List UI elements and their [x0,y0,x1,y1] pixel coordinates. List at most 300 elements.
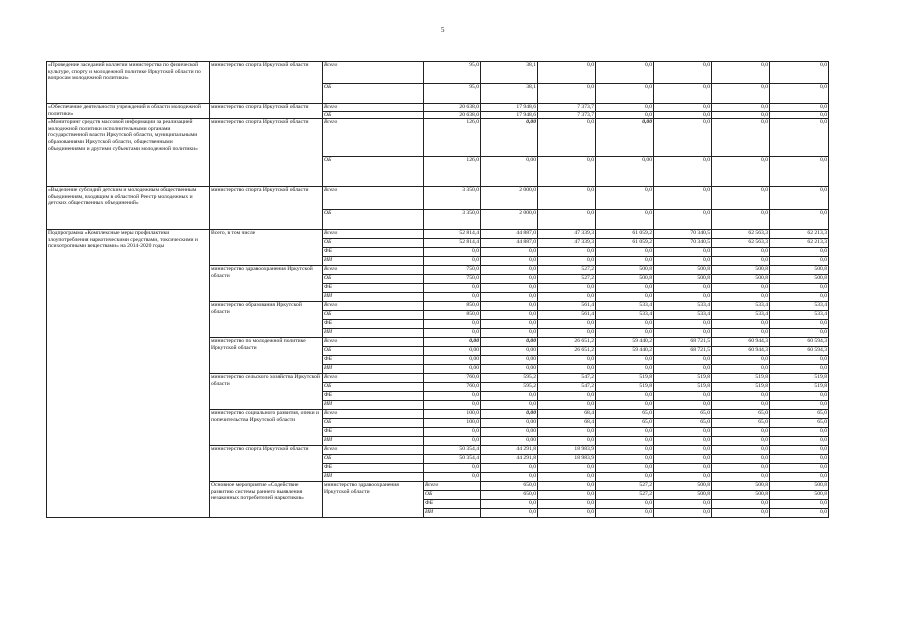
funding-source: ФБ [323,392,424,401]
year-value: 38,1 [481,84,538,104]
year-value: 0,0 [481,302,538,311]
year-value: 0,0 [770,464,829,473]
year-value: 500,8 [770,266,829,275]
year-value: 0,0 [481,500,538,509]
year-value: 0,0 [654,455,712,464]
year-value: 519,8 [712,383,770,392]
year-value: 0,0 [538,284,596,293]
funding-source: Всего [323,104,424,112]
year-value: 0,0 [654,62,712,84]
year-value: 0,00 [481,119,538,157]
table-row [47,104,829,112]
year-value: 0,0 [712,437,770,446]
year-value: 0,0 [712,356,770,365]
funding-source: ОБ [323,455,424,464]
year-value: 0,0 [712,119,770,157]
year-value: 527,2 [596,482,654,491]
year-value: 0,0 [424,284,481,293]
year-value: 0,0 [654,365,712,374]
funding-source: ИИ [323,473,424,482]
year-value: 595,2 [481,374,538,383]
table-body [47,62,829,518]
table-row [47,119,829,157]
year-value: 519,8 [712,374,770,383]
year-value: 547,2 [538,374,596,383]
page-number: 5 [441,26,445,34]
year-value: 0,0 [712,84,770,104]
executor-name: министерство спорта Иркутской области [210,187,323,230]
year-value: 65,0 [712,410,770,419]
year-value: 0,00 [481,157,538,187]
year-value: 60 594,3 [770,347,829,356]
year-value: 0,0 [538,356,596,365]
year-value: 0,0 [481,284,538,293]
year-value: 0,0 [712,446,770,455]
year-value: 0,0 [424,428,481,437]
year-value: 0,0 [596,464,654,473]
year-value: 527,2 [538,266,596,275]
year-value: 0,0 [481,392,538,401]
year-value: 0,0 [538,491,596,500]
funding-source: ИИ [323,293,424,302]
year-value: 0,0 [712,257,770,266]
year-value: 561,4 [538,302,596,311]
year-value: 0,0 [538,437,596,446]
year-value: 0,0 [596,210,654,230]
year-value: 0,0 [538,62,596,84]
funding-source: Всего [323,230,424,239]
year-value: 0,0 [654,111,712,119]
year-value: 47 339,3 [538,239,596,248]
year-value: 68,4 [538,419,596,428]
year-value: 0,0 [770,84,829,104]
funding-source: ИИ [323,437,424,446]
funding-source: ОБ [323,383,424,392]
funding-source: Всего [323,119,424,157]
year-value: 0,00 [596,119,654,157]
year-value: 0,0 [712,62,770,84]
year-value: 760,0 [424,383,481,392]
year-value: 0,0 [712,365,770,374]
year-value: 0,0 [596,284,654,293]
year-value: 595,2 [481,383,538,392]
year-value: 0,0 [770,356,829,365]
funding-source: ИИ [323,329,424,338]
year-value: 0,0 [481,509,538,518]
year-value: 0,0 [712,455,770,464]
year-value: 100,0 [424,419,481,428]
year-value: 0,0 [770,392,829,401]
year-value: 0,0 [654,157,712,187]
year-value: 533,4 [712,311,770,320]
year-value: 126,0 [424,119,481,157]
year-value: 0,0 [654,187,712,210]
year-value: 0,0 [654,428,712,437]
measure-name: Подпрограмма «Комплексные меры профилактики злоупотребления наркотическими средствами, токсическими и психотропными веществами» на 2014-2020 годы [47,230,210,518]
year-value: 0,0 [654,446,712,455]
year-value: 0,0 [596,111,654,119]
executor-name: министерство здравоохранения Иркутской области [323,482,424,518]
year-value: 0,0 [654,500,712,509]
year-value: 500,8 [770,482,829,491]
year-value: 0,0 [481,248,538,257]
year-value: 0,00 [481,365,538,374]
year-value: 500,8 [770,491,829,500]
year-value: 7 373,7 [538,111,596,119]
year-value: 61 059,2 [596,239,654,248]
year-value: 0,0 [596,248,654,257]
year-value: 0,0 [481,275,538,284]
year-value: 750,0 [424,275,481,284]
year-value: 0,0 [712,509,770,518]
executor-name: министерство спорта Иркутской области [210,119,323,187]
year-value: 533,4 [770,311,829,320]
year-value: 62 563,3 [712,239,770,248]
year-value: 0,0 [538,428,596,437]
table-row [47,62,829,84]
year-value: 65,0 [712,419,770,428]
year-value: 26 651,2 [538,338,596,347]
year-value: 0,0 [424,437,481,446]
year-value: 0,0 [481,473,538,482]
year-value: 0,0 [481,320,538,329]
year-value: 0,0 [770,365,829,374]
year-value: 50 354,4 [424,455,481,464]
year-value: 65,0 [654,410,712,419]
year-value: 0,0 [481,311,538,320]
year-value: 20 638,0 [424,104,481,112]
year-value: 52 814,4 [424,230,481,239]
year-value: 0,0 [538,329,596,338]
funding-source: ОБ [323,239,424,248]
year-value: 65,0 [770,410,829,419]
year-value: 0,0 [770,210,829,230]
year-value: 0,0 [538,509,596,518]
year-value: 0,0 [654,257,712,266]
year-value: 500,8 [712,482,770,491]
executor-name: министерство социального развития, опеки и попечительства Иркутской области [210,410,323,446]
year-value: 519,8 [654,383,712,392]
funding-source: Всего [323,374,424,383]
year-value: 0,0 [596,320,654,329]
year-value: 0,0 [596,428,654,437]
year-value: 0,0 [424,329,481,338]
funding-source: ИИ [323,401,424,410]
year-value: 500,8 [712,275,770,284]
year-value: 650,0 [481,482,538,491]
year-value: 0,0 [654,248,712,257]
year-value: 26 651,2 [538,347,596,356]
funding-source: Всего [323,187,424,210]
year-value: 0,0 [770,401,829,410]
funding-source: ОБ [323,311,424,320]
measure-name: «Проведение заседаний коллегии министерства по физической культуре, спорту и молодежной политике Иркутской области по вопросам молодежной политики» [47,62,210,104]
year-value: 61 059,2 [596,230,654,239]
executor-name: министерство спорта Иркутской области [210,104,323,119]
funding-source: Всего [323,266,424,275]
year-value: 500,8 [712,491,770,500]
year-value: 500,8 [712,266,770,275]
year-value: 0,0 [596,509,654,518]
year-value: 3 350,0 [424,210,481,230]
executor-name: министерство по молодежной политике Иркутской области [210,338,323,374]
funding-source: ФБ [323,428,424,437]
year-value: 519,8 [770,383,829,392]
year-value: 760,0 [424,374,481,383]
year-value: 533,4 [596,302,654,311]
funding-source: Всего [424,482,481,491]
year-value: 20 638,0 [424,111,481,119]
year-value: 0,0 [538,187,596,210]
year-value: 0,0 [538,84,596,104]
year-value: 0,00 [424,338,481,347]
year-value: 0,0 [654,329,712,338]
year-value: 60 944,3 [712,338,770,347]
year-value: 0,0 [712,401,770,410]
year-value: 533,4 [654,311,712,320]
funding-source: ОБ [323,157,424,187]
year-value: 500,8 [654,491,712,500]
year-value: 0,0 [712,428,770,437]
year-value: 62 213,3 [770,239,829,248]
executor-name: министерство спорта Иркутской области [210,446,323,482]
year-value: 519,8 [596,383,654,392]
year-value: 0,0 [712,187,770,210]
funding-source: ИИ [424,509,481,518]
year-value: 0,0 [770,500,829,509]
year-value: 0,0 [424,464,481,473]
year-value: 0,0 [596,84,654,104]
year-value: 0,0 [596,437,654,446]
funding-source: Всего [323,302,424,311]
year-value: 44 291,8 [481,446,538,455]
year-value: 0,0 [596,329,654,338]
year-value: 0,0 [770,428,829,437]
year-value: 0,0 [770,187,829,210]
year-value: 0,00 [481,356,538,365]
year-value: 18 983,9 [538,455,596,464]
year-value: 0,0 [424,401,481,410]
year-value: 65,0 [596,419,654,428]
year-value: 0,0 [770,320,829,329]
year-value: 0,0 [538,500,596,509]
funding-source: ФБ [323,248,424,257]
year-value: 0,0 [481,266,538,275]
year-value: 0,0 [654,437,712,446]
year-value: 62 213,3 [770,230,829,239]
year-value: 44 887,0 [481,230,538,239]
year-value: 0,0 [770,119,829,157]
year-value: 0,0 [654,464,712,473]
year-value: 0,00 [424,356,481,365]
year-value: 0,0 [654,320,712,329]
funding-source: ОБ [323,210,424,230]
year-value: 0,0 [538,119,596,157]
year-value: 0,0 [712,104,770,112]
year-value: 519,8 [596,374,654,383]
year-value: 0,00 [481,347,538,356]
year-value: 0,0 [538,392,596,401]
year-value: 0,0 [712,111,770,119]
year-value: 0,0 [538,293,596,302]
budget-table [46,61,829,518]
executor-name: министерство образования Иркутской области [210,302,323,338]
funding-source: ФБ [323,356,424,365]
year-value: 500,8 [654,275,712,284]
executor-name: министерство здравоохранения Иркутской области [210,266,323,302]
year-value: 0,00 [596,157,654,187]
table-row [47,187,829,210]
year-value: 0,00 [481,437,538,446]
year-value: 0,0 [424,257,481,266]
year-value: 0,0 [596,257,654,266]
table-row [47,230,829,239]
measure-name: «Выделение субсидий детским и молодежным общественным объединениям, входящим в областной Реестр молодежных и детских общественных объединений» [47,187,210,230]
year-value: 0,00 [481,419,538,428]
year-value: 0,0 [596,293,654,302]
year-value: 0,0 [712,329,770,338]
year-value: 850,0 [424,302,481,311]
year-value: 0,0 [596,500,654,509]
year-value: 0,0 [712,500,770,509]
year-value: 0,0 [654,401,712,410]
year-value: 0,0 [770,257,829,266]
funding-source: Всего [323,446,424,455]
year-value: 59 440,2 [596,338,654,347]
year-value: 0,0 [654,356,712,365]
measure-name: «Мониторинг средств массовой информации за реализацией молодежной политики исполнительными органами государственной власти Иркутской области, муниципальными образованиями Иркутской области, общественными объединениями и другими субъектами молодежной политики» [47,119,210,187]
year-value: 0,0 [770,104,829,112]
year-value: 0,0 [538,248,596,257]
year-value: 17 948,6 [481,104,538,112]
year-value: 0,0 [770,437,829,446]
year-value: 0,0 [654,509,712,518]
measure-name: «Обеспечение деятельности учреждений в области молодежной политики» [47,104,210,119]
year-value: 70 340,5 [654,230,712,239]
year-value: 533,4 [596,311,654,320]
executor-name: министерство спорта Иркутской области [210,62,323,104]
year-value: 0,0 [770,446,829,455]
year-value: 52 814,4 [424,239,481,248]
year-value: 0,0 [538,464,596,473]
year-value: 38,1 [481,62,538,84]
year-value: 17 948,6 [481,111,538,119]
year-value: 0,0 [424,473,481,482]
year-value: 68 721,5 [654,347,712,356]
year-value: 561,4 [538,311,596,320]
measure-name: Основное мероприятие «Содействие развитию системы раннего выявления незаконных потребителей наркотиков» [210,482,323,518]
year-value: 0,0 [770,473,829,482]
year-value: 0,0 [596,455,654,464]
year-value: 0,0 [481,293,538,302]
year-value: 65,0 [770,419,829,428]
year-value: 850,0 [424,311,481,320]
year-value: 0,0 [481,401,538,410]
year-value: 0,0 [596,401,654,410]
year-value: 0,0 [712,210,770,230]
year-value: 0,0 [424,293,481,302]
funding-source: ФБ [424,500,481,509]
year-value: 0,0 [596,62,654,84]
funding-source: ФБ [323,284,424,293]
funding-source: Всего [323,410,424,419]
funding-source: ОБ [424,491,481,500]
year-value: 500,8 [654,482,712,491]
year-value: 68,4 [538,410,596,419]
year-value: 0,0 [654,84,712,104]
year-value: 0,0 [424,248,481,257]
year-value: 7 373,7 [538,104,596,112]
year-value: 500,8 [654,266,712,275]
year-value: 62 563,3 [712,230,770,239]
year-value: 547,2 [538,383,596,392]
year-value: 0,0 [770,248,829,257]
year-value: 100,0 [424,410,481,419]
year-value: 0,0 [538,210,596,230]
year-value: 519,8 [770,374,829,383]
year-value: 519,8 [654,374,712,383]
year-value: 0,0 [424,392,481,401]
year-value: 500,8 [596,266,654,275]
year-value: 68 721,5 [654,338,712,347]
year-value: 0,0 [596,392,654,401]
year-value: 0,0 [596,473,654,482]
year-value: 533,4 [654,302,712,311]
year-value: 0,0 [538,401,596,410]
year-value: 0,0 [538,365,596,374]
year-value: 527,2 [596,491,654,500]
year-value: 0,0 [538,157,596,187]
funding-source: ОБ [323,419,424,428]
year-value: 0,0 [596,356,654,365]
funding-source: ОБ [323,347,424,356]
year-value: 0,0 [712,293,770,302]
year-value: 2 000,0 [481,187,538,210]
year-value: 65,0 [596,410,654,419]
year-value: 0,0 [654,119,712,157]
year-value: 0,0 [712,157,770,187]
executor-name: министерство сельского хозяйства Иркутской области [210,374,323,410]
budget-sheet [46,61,829,518]
year-value: 0,0 [654,284,712,293]
year-value: 0,0 [481,257,538,266]
year-value: 0,0 [538,320,596,329]
year-value: 0,0 [596,365,654,374]
year-value: 0,0 [770,293,829,302]
year-value: 0,0 [770,157,829,187]
year-value: 65,0 [654,419,712,428]
year-value: 500,8 [596,275,654,284]
year-value: 2 000,0 [481,210,538,230]
funding-source: ОБ [323,84,424,104]
funding-source: ИИ [323,365,424,374]
year-value: 0,0 [654,473,712,482]
year-value: 650,0 [481,491,538,500]
year-value: 0,0 [654,104,712,112]
year-value: 0,00 [481,428,538,437]
year-value: 59 440,2 [596,347,654,356]
year-value: 44 291,8 [481,455,538,464]
funding-source: ОБ [323,275,424,284]
year-value: 95,0 [424,62,481,84]
year-value: 0,0 [538,473,596,482]
funding-source: ОБ [323,111,424,119]
year-value: 0,0 [654,392,712,401]
year-value: 3 350,0 [424,187,481,210]
year-value: 0,00 [424,347,481,356]
year-value: 0,0 [481,464,538,473]
year-value: 0,0 [770,62,829,84]
